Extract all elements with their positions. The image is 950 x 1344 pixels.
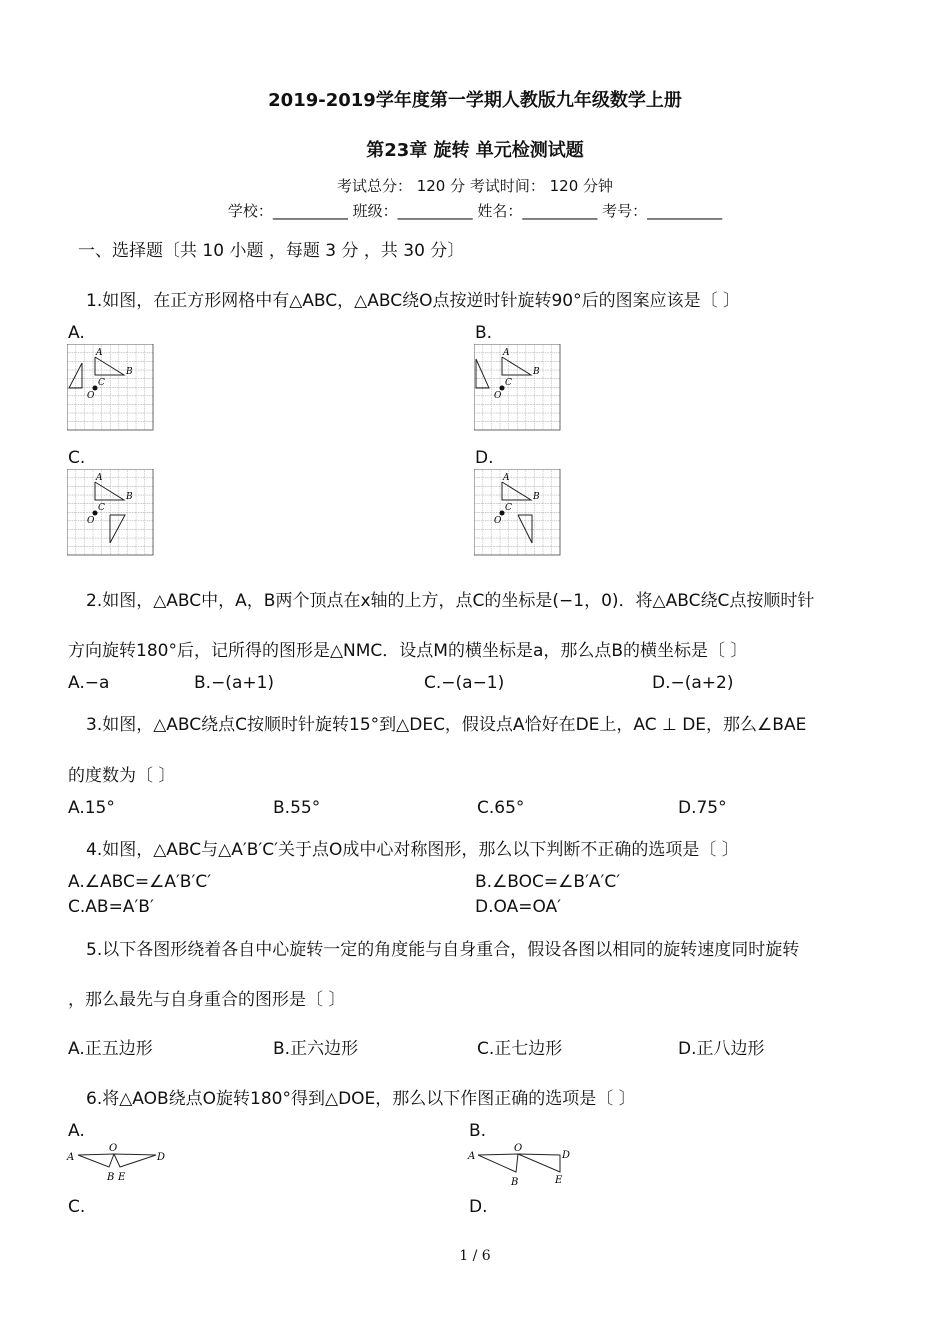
q3-option-c[interactable]: C.65° [477, 798, 525, 818]
grid-label-c: C [505, 378, 512, 388]
q5-option-c[interactable]: C.正七边形 [477, 1039, 563, 1059]
q1-option-c-figure[interactable] [67, 469, 155, 559]
q6-option-a-label: A. [68, 1121, 85, 1141]
student-fields: 学校：__________ 班级：__________ 姓名：__________ 考号：__________ [227, 202, 723, 220]
tri-label-o: O [514, 1143, 523, 1154]
question-2-line-2: 方向旋转180°后，记所得的图形是△NMC．设点M的横坐标是a，那么点B的横坐标是〔 〕 [68, 641, 748, 661]
grid-label-a: A [503, 348, 510, 358]
grid-label-o: O [87, 391, 95, 401]
q1-option-a-label: A. [68, 323, 85, 343]
q5-option-b[interactable]: B.正六边形 [273, 1039, 359, 1059]
grid-label-c: C [98, 378, 105, 388]
exam-info: 考试总分： 120 分 考试时间： 120 分钟 [336, 177, 614, 195]
q2-option-b[interactable]: B.−(a+1) [194, 673, 275, 693]
grid-label-a: A [503, 473, 510, 483]
question-6-text: 6.将△AOB绕点O旋转180°得到△DOE，那么以下作图正确的选项是〔 〕 [86, 1089, 636, 1109]
question-2-line-1: 2.如图，△ABC中，A，B两个顶点在x轴的上方，点C的坐标是(−1，0)．将△ABC绕C点按顺时针 [86, 591, 815, 611]
tri-label-a: A [67, 1152, 75, 1163]
q2-option-d[interactable]: D.−(a+2) [652, 673, 734, 693]
grid-label-b: B [533, 492, 540, 502]
question-5-line-1: 5.以下各图形绕着各自中心旋转一定的角度能与自身重合，假设各图以相同的旋转速度同时旋转 [86, 940, 800, 960]
q3-option-d[interactable]: D.75° [678, 798, 727, 818]
page-number: 1 / 6 [459, 1248, 491, 1264]
grid-label-b: B [533, 367, 540, 377]
q4-option-b[interactable]: B.∠BOC=∠B′A′C′ [475, 872, 621, 892]
grid-label-o: O [494, 391, 502, 401]
q6-option-d-label: D. [469, 1197, 488, 1217]
q4-option-c[interactable]: C.AB=A′B′ [68, 897, 154, 917]
q5-option-a[interactable]: A.正五边形 [68, 1039, 153, 1059]
tri-label-b: B [107, 1172, 115, 1183]
tri-label-a: A [468, 1151, 476, 1162]
question-5-line-2: ，那么最先与自身重合的图形是〔 〕 [68, 990, 346, 1010]
tri-label-b: B [511, 1177, 519, 1188]
tri-label-d: D [562, 1150, 571, 1161]
chapter-title: 第23章 旋转 单元检测试题 [366, 140, 584, 161]
q1-option-b-figure[interactable] [474, 344, 562, 434]
q4-option-d[interactable]: D.OA=OA′ [475, 897, 562, 917]
q6-option-b-figure[interactable] [466, 1140, 576, 1190]
q1-option-d-figure[interactable] [474, 469, 562, 559]
grid-label-a: A [96, 473, 103, 483]
grid-label-o: O [494, 516, 502, 526]
section-heading: 一、选择题〔共 10 小题 ，每题 3 分 ，共 30 分〕 [78, 241, 465, 261]
document-title: 2019-2019学年度第一学期人教版九年级数学上册 [268, 90, 682, 111]
grid-label-b: B [126, 367, 133, 377]
q1-option-b-label: B. [475, 323, 493, 343]
q1-option-a-figure[interactable] [67, 344, 155, 434]
question-1-text: 1.如图，在正方形网格中有△ABC，△ABC绕O点按逆时针旋转90°后的图案应该是〔 〕 [86, 291, 741, 311]
q6-option-b-label: B. [469, 1121, 487, 1141]
q1-option-d-label: D. [475, 448, 494, 468]
q3-option-b[interactable]: B.55° [273, 798, 321, 818]
tri-label-o: O [109, 1143, 118, 1154]
q2-option-c[interactable]: C.−(a−1) [424, 673, 505, 693]
q2-option-a[interactable]: A.−a [68, 673, 110, 693]
grid-label-c: C [505, 503, 512, 513]
q4-option-a[interactable]: A.∠ABC=∠A′B′C′ [68, 872, 212, 892]
q6-option-a-figure[interactable] [64, 1140, 174, 1186]
tri-label-e: E [555, 1175, 563, 1186]
q5-option-d[interactable]: D.正八边形 [678, 1039, 765, 1059]
q1-option-c-label: C. [68, 448, 86, 468]
grid-label-b: B [126, 492, 133, 502]
q6-option-c-label: C. [68, 1197, 86, 1217]
tri-label-e: E [118, 1172, 126, 1183]
question-4-text: 4.如图，△ABC与△A′B′C′关于点O成中心对称图形，那么以下判断不正确的选项是〔 〕 [86, 840, 739, 860]
grid-label-o: O [87, 516, 95, 526]
tri-label-d: D [157, 1152, 166, 1163]
question-3-line-1: 3.如图，△ABC绕点C按顺时针旋转15°到△DEC，假设点A恰好在DE上，AC ⊥ DE，那么∠BAE [86, 715, 807, 735]
grid-label-a: A [96, 348, 103, 358]
question-3-line-2: 的度数为〔 〕 [68, 766, 176, 786]
grid-label-c: C [98, 503, 105, 513]
q3-option-a[interactable]: A.15° [68, 798, 115, 818]
